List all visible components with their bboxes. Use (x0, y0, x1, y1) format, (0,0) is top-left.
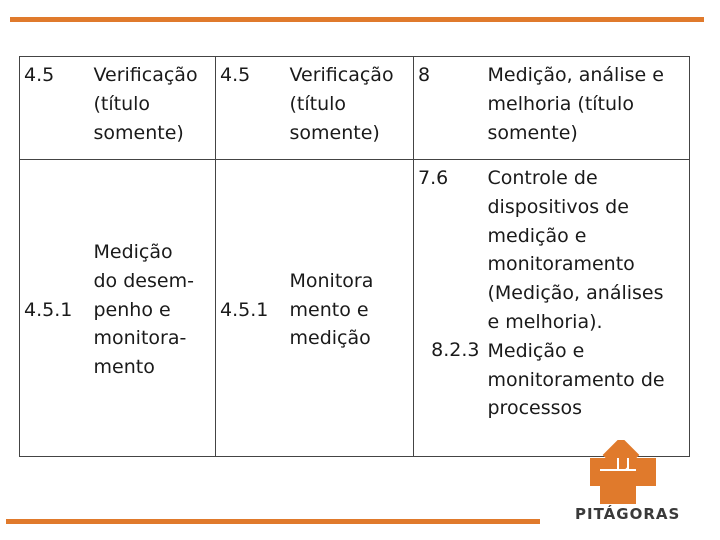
table-row (20, 57, 690, 160)
clause-number-7-6: 7.6 (418, 167, 449, 189)
clause-number-8-2-3: 8.2.3 (431, 338, 480, 361)
clause-number: 4.5.1 (20, 160, 90, 457)
clause-title: Verificação (título somente) (286, 57, 414, 160)
logo-wordmark: PITÁGORAS (575, 505, 681, 523)
clause-number: 8 (414, 57, 484, 160)
top-accent-bar (10, 17, 704, 22)
comparison-table (19, 56, 690, 457)
bottom-accent-bar (6, 519, 540, 524)
clause-number (414, 160, 484, 457)
clause-title: Medição, análise e melhoria (título somente) (484, 57, 690, 160)
clause-number: 4.5 (20, 57, 90, 160)
clause-number: 4.5 (216, 57, 286, 160)
clause-title: Monitora mento e medição (286, 160, 414, 457)
clause-title: Verificação (título somente) (90, 57, 216, 160)
clause-number: 4.5.1 (216, 160, 286, 457)
clause-title: Medição do desem- penho e monitora- mento (90, 160, 216, 457)
clause-title: Controle de dispositivos de medição e monitoramento (Medição, análises e melhoria). Medição e monitoramento de processos (484, 160, 690, 457)
table-row (20, 160, 690, 457)
